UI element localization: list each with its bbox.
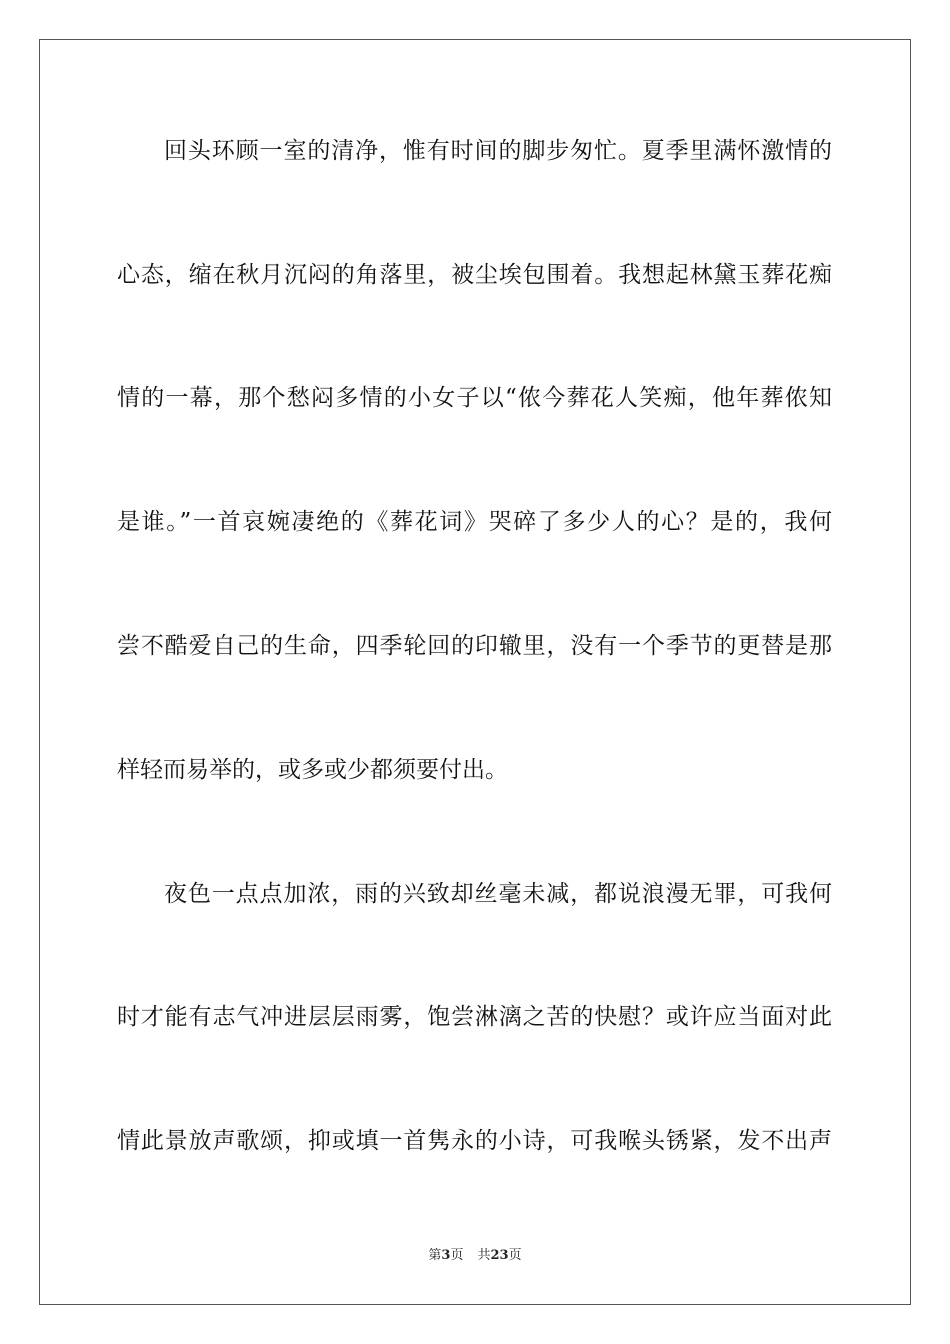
text-line-4: 是谁。”一首哀婉凄绝的《葬花词》哭碎了多少人的心？是的，我何 [117,509,832,535]
page-footer [0,1248,950,1264]
total-prefix: 共 [477,1248,491,1263]
page-prefix: 第 [428,1248,442,1263]
text-line-7: 夜色一点点加浓，雨的兴致却丝毫未减，都说浪漫无罪，可我何 [164,881,832,907]
text-line-2: 心态，缩在秋月沉闷的角落里，被尘埃包围着。我想起林黛玉葬花痴 [117,262,832,288]
text-line-9: 情此景放声歌颂，抑或填一首隽永的小诗，可我喉头锈紧，发不出声 [117,1128,832,1154]
text-line-8: 时才能有志气冲进层层雨雾，饱尝淋漓之苦的快慰？或许应当面对此 [117,1004,832,1030]
text-line-5: 尝不酷爱自己的生命，四季轮回的印辙里，没有一个季节的更替是那 [117,633,832,659]
text-line-3: 情的一幕，那个愁闷多情的小女子以“侬今葬花人笑痴，他年葬侬知 [117,385,832,411]
text-line-1: 回头环顾一室的清净，惟有时间的脚步匆忙。夏季里满怀激情的 [164,138,832,164]
page-suffix: 页 [450,1248,464,1263]
page-number: 3 [441,1248,451,1263]
page-frame [39,39,911,1305]
total-suffix: 页 [508,1248,522,1263]
text-line-6: 样轻而易举的，或多或少都须要付出。 [117,757,508,783]
total-pages: 23 [490,1248,509,1263]
